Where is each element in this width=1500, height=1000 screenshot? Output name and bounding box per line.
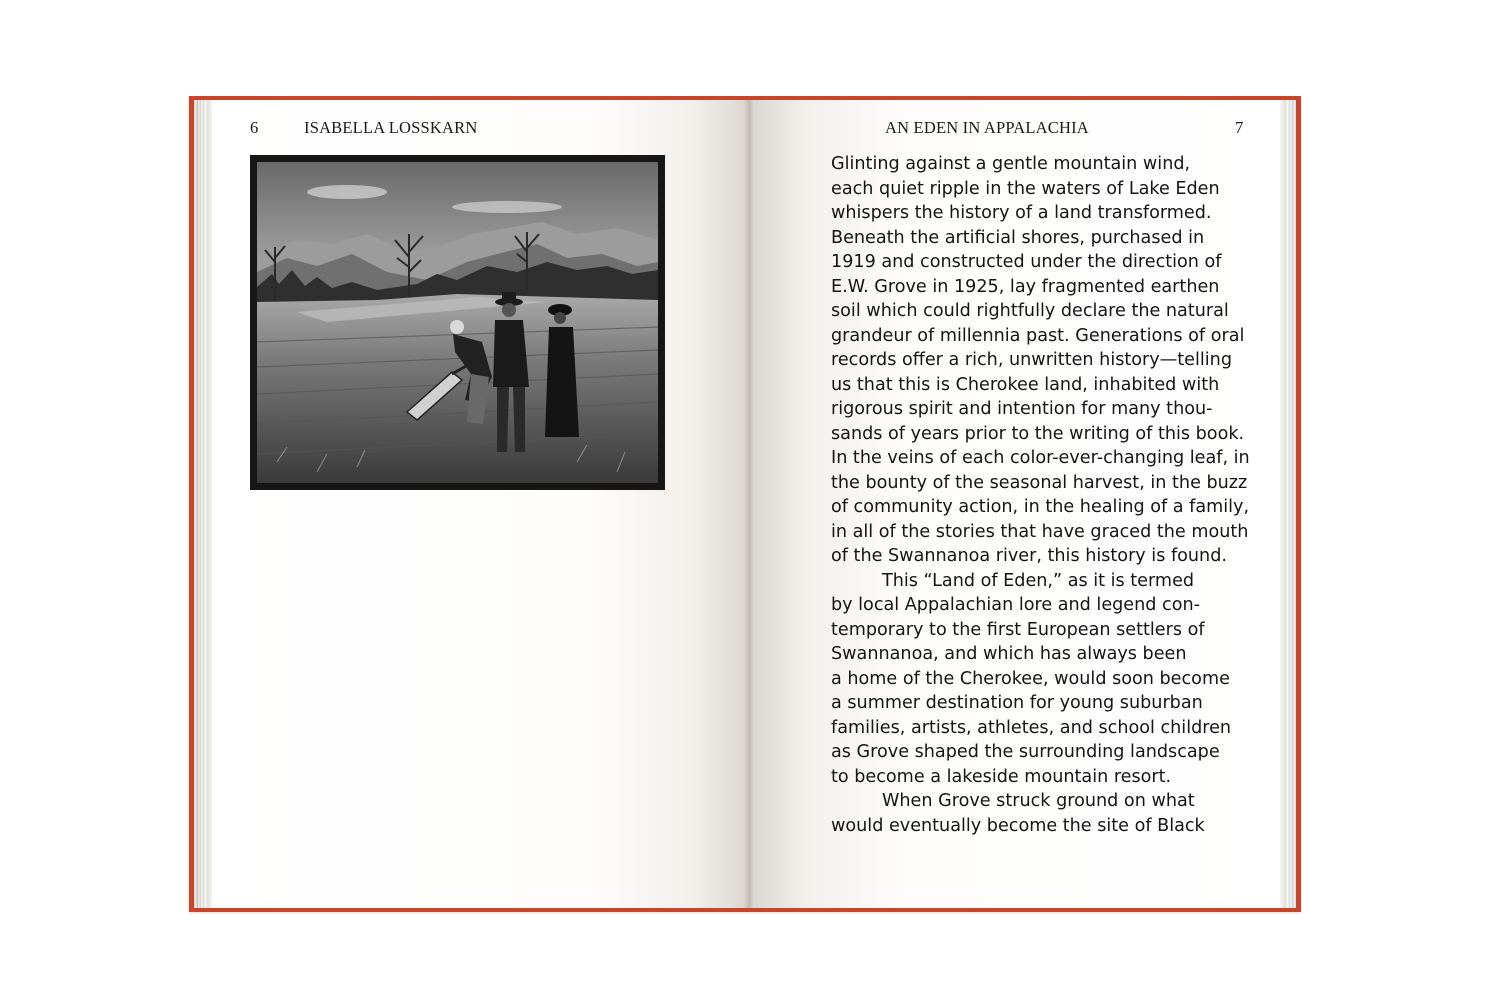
body-text-line: grandeur of millennia past. Generations of oral	[831, 325, 1245, 346]
body-text-line: of community action, in the healing of a family,	[831, 497, 1250, 517]
right-page-number: 7	[1235, 118, 1244, 137]
body-text-line: sands of years prior to the writing of this book.	[831, 423, 1245, 444]
body-text-line: E.W. Grove in 1925, lay fragmented earthen	[831, 276, 1220, 297]
body-text-line: In the veins of each color-ever-changing leaf, in	[831, 448, 1250, 468]
body-text-line: to become a lakeside mountain resort.	[831, 766, 1172, 787]
body-text-line: soil which could rightfully declare the natural	[831, 301, 1229, 321]
body-text-line: This “Land of Eden,” as it is termed	[882, 570, 1195, 591]
right-page-edges	[1278, 100, 1296, 908]
left-page-number: 6	[250, 118, 259, 137]
body-text-line: in all of the stories that have graced the mouth	[831, 521, 1249, 542]
author-running-head: ISABELLA LOSSKARN	[304, 118, 478, 137]
body-text-line: When Grove struck ground on what	[882, 791, 1195, 811]
body-text-line: rigorous spirit and intention for many thou-	[831, 399, 1213, 419]
body-text-line: by local Appalachian lore and legend con-	[831, 595, 1200, 615]
body-text-line: a summer destination for young suburban	[831, 693, 1203, 713]
body-text-line: whispers the history of a land transformed.	[831, 203, 1212, 223]
body-text-line: Beneath the artificial shores, purchased in	[831, 227, 1205, 248]
body-text-line: Swannanoa, and which has always been	[831, 644, 1187, 664]
body-text-line: Glinting against a gentle mountain wind,	[831, 154, 1191, 174]
left-page-edges	[194, 100, 214, 908]
body-text-line: as Grove shaped the surrounding landscape	[831, 742, 1220, 762]
body-text	[831, 152, 1251, 838]
body-text-line: records offer a rich, unwritten history—telling	[831, 350, 1232, 370]
body-text-line: of the Swannanoa river, this history is found.	[831, 546, 1227, 566]
title-running-head: AN EDEN IN APPALACHIA	[885, 118, 1089, 137]
body-text-line: 1919 and constructed under the direction of	[831, 252, 1222, 272]
body-text-line: would eventually become the site of Black	[831, 815, 1205, 836]
body-text-line: each quiet ripple in the waters of Lake Eden	[831, 178, 1220, 199]
body-text-line: us that this is Cherokee land, inhabited with	[831, 374, 1220, 395]
photograph-frame	[250, 155, 665, 490]
body-text-line: families, artists, athletes, and school children	[831, 717, 1232, 738]
body-text-line: temporary to the first European settlers of	[831, 619, 1205, 640]
farm-field-photograph	[257, 162, 658, 483]
body-text-line: the bounty of the seasonal harvest, in the buzz	[831, 472, 1248, 493]
body-text-line: a home of the Cherokee, would soon become	[831, 668, 1230, 689]
book-gutter	[744, 100, 754, 908]
